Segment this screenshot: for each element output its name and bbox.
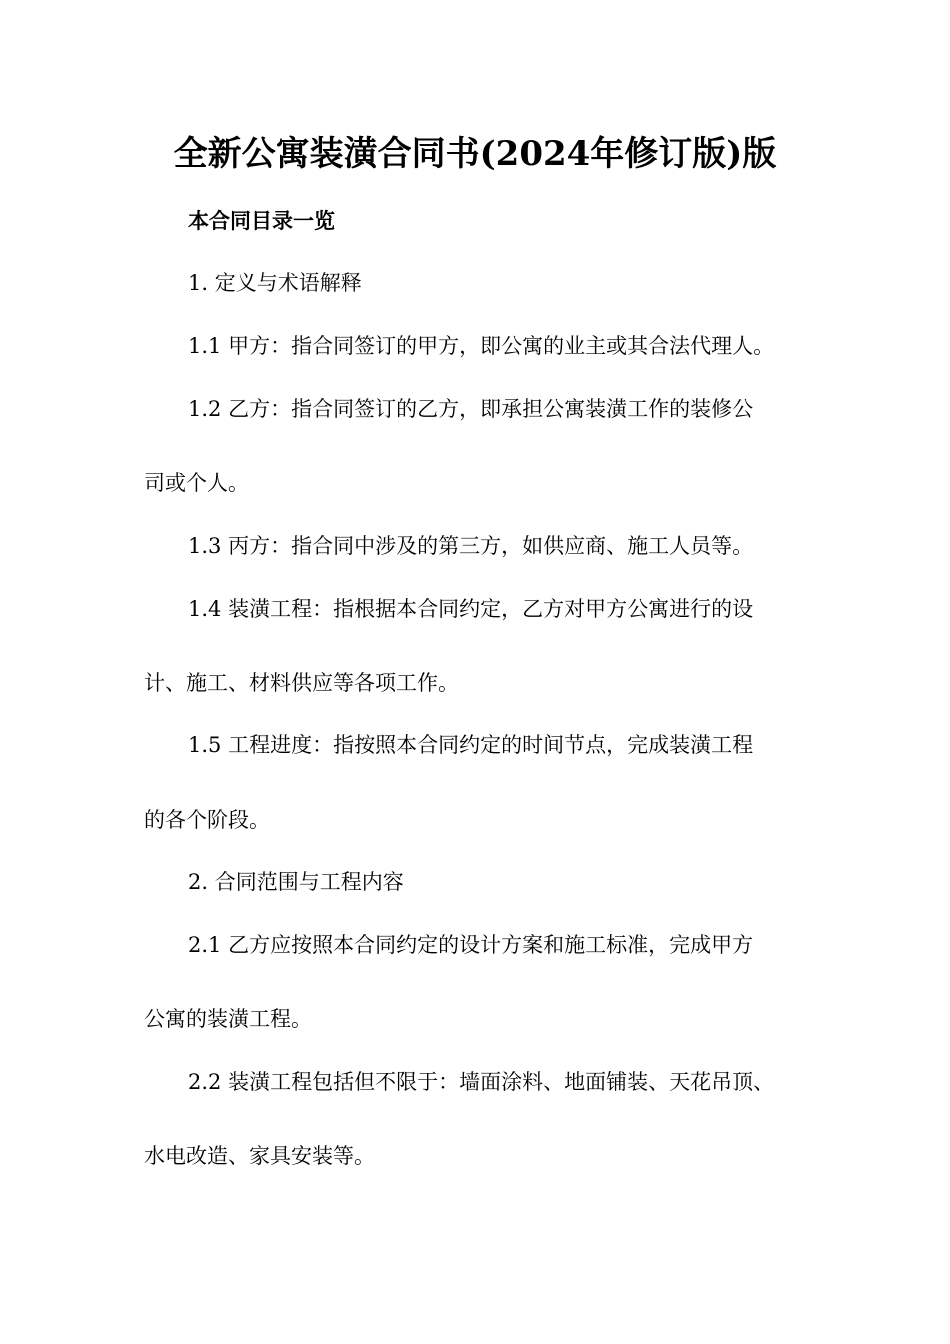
document-title: 全新公寓装潢合同书(2024年修订版)版: [173, 134, 777, 174]
clause-1-4-line-1: 1.4 装潢工程：指根据本合同约定，乙方对甲方公寓进行的设: [188, 597, 754, 621]
clause-2-1-line-2: 公寓的装潢工程。: [144, 1007, 312, 1031]
clause-2-2-line-2: 水电改造、家具安装等。: [144, 1144, 375, 1168]
clause-1-5-line-2: 的各个阶段。: [144, 808, 270, 832]
clause-1-4-line-2: 计、施工、材料供应等各项工作。: [144, 671, 459, 695]
clause-1-2-line-1: 1.2 乙方：指合同签订的乙方，即承担公寓装潢工作的装修公: [188, 397, 754, 421]
clause-2-2-line-1: 2.2 装潢工程包括但不限于：墙面涂料、地面铺装、天花吊顶、: [188, 1070, 775, 1094]
clause-1-3: 1.3 丙方：指合同中涉及的第三方，如供应商、施工人员等。: [188, 534, 754, 558]
clause-1-2-line-2: 司或个人。: [144, 471, 249, 495]
clause-2-1-line-1: 2.1 乙方应按照本合同约定的设计方案和施工标准，完成甲方: [188, 933, 754, 957]
clause-1-1: 1.1 甲方：指合同签订的甲方，即公寓的业主或其合法代理人。: [188, 334, 775, 358]
section-2-heading: 2. 合同范围与工程内容: [188, 870, 404, 894]
clause-1-5-line-1: 1.5 工程进度：指按照本合同约定的时间节点，完成装潢工程: [188, 733, 754, 757]
toc-heading: 本合同目录一览: [188, 208, 335, 233]
section-1-heading: 1. 定义与术语解释: [188, 271, 362, 295]
